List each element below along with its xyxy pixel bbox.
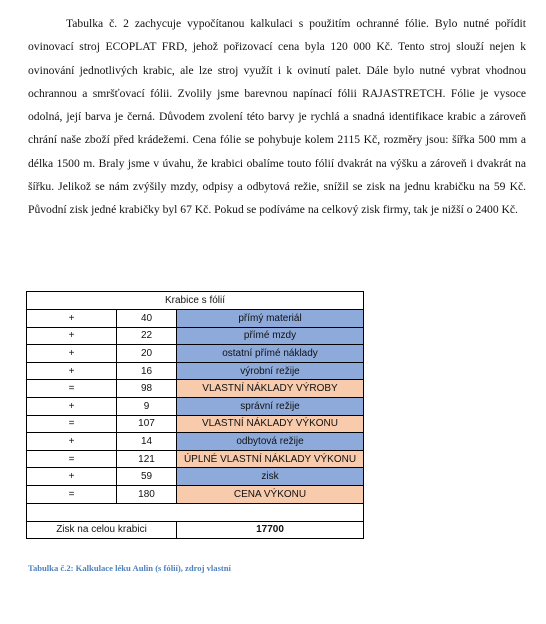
row-label: ostatní přímé náklady <box>177 345 364 363</box>
row-sign: + <box>27 310 117 328</box>
row-sign: = <box>27 450 117 468</box>
row-label: ÚPLNÉ VLASTNÍ NÁKLADY VÝKONU <box>177 450 364 468</box>
table-caption: Tabulka č.2: Kalkulace léku Aulin (s fólií), zdroj vlastní <box>28 563 231 573</box>
row-sign: = <box>27 380 117 398</box>
table-row <box>27 397 364 415</box>
body-paragraph: Tabulka č. 2 zachycuje vypočítanou kalkulaci s použitím ochranné fólie. Bylo nutné pořídit ovinovací stroj ECOPLAT FRD, jehož pořizovací cena byla 120 000 Kč. Tento stroj slouží nejen k ovinování jednotlivých krabic, ale lze stroj využít i k ovinutí palet. Dále bylo nutné vybrat vhodnou ochrannou a smršťovací fólii. Zvolily jsme barevnou napínací fólii RAJASTRETCH. Fólie je vysoce odolná, její barva je černá. Důvodem zvolení této barvy je rychlá a snadná identifikace krabic a zároveň chrání naše zboží před krádežemi. Cena fólie se pohybuje kolem 2115 Kč, rozměry jsou: šířka 500 mm a délka 1500 m. Braly jsme v úvahu, že krabici obalíme touto fólií dvakrát na výšku a zároveň i dvakrát na šířku. Jelikož se nám zvýšily mzdy, odpisy a odbytová režie, snížil se zisk na jednu krabičku na 59 Kč. Původní zisk jedné krabičky byl 67 Kč. Pokud se podíváme na celkový zisk firmy, tak je nižší o 2400 Kč. <box>28 17 526 217</box>
table-row <box>27 485 364 503</box>
table-row <box>27 450 364 468</box>
row-sign: + <box>27 468 117 486</box>
row-label: zisk <box>177 468 364 486</box>
row-sign: + <box>27 397 117 415</box>
table-row <box>27 327 364 345</box>
row-label: CENA VÝKONU <box>177 485 364 503</box>
row-label: správní režije <box>177 397 364 415</box>
row-sign: + <box>27 327 117 345</box>
row-sign: = <box>27 485 117 503</box>
row-value: 22 <box>117 327 177 345</box>
table-row <box>27 468 364 486</box>
row-sign: + <box>27 433 117 451</box>
table-row <box>27 415 364 433</box>
total-label: Zisk na celou krabici <box>27 521 177 539</box>
row-value: 40 <box>117 310 177 328</box>
table-row <box>27 433 364 451</box>
row-sign: = <box>27 415 117 433</box>
row-sign: + <box>27 345 117 363</box>
row-label: odbytová režije <box>177 433 364 451</box>
blank-row <box>27 503 364 521</box>
row-value: 20 <box>117 345 177 363</box>
row-value: 107 <box>117 415 177 433</box>
row-sign: + <box>27 362 117 380</box>
blank-cell <box>27 503 364 521</box>
row-value: 121 <box>117 450 177 468</box>
table-title-row <box>27 292 364 310</box>
row-value: 180 <box>117 485 177 503</box>
row-value: 59 <box>117 468 177 486</box>
row-label: přímý materiál <box>177 310 364 328</box>
row-label: výrobní režije <box>177 362 364 380</box>
calculation-table <box>26 291 364 539</box>
table-row <box>27 380 364 398</box>
row-value: 9 <box>117 397 177 415</box>
row-value: 16 <box>117 362 177 380</box>
table-row <box>27 310 364 328</box>
table-row <box>27 345 364 363</box>
row-label: VLASTNÍ NÁKLADY VÝROBY <box>177 380 364 398</box>
row-label: přímé mzdy <box>177 327 364 345</box>
table-row <box>27 362 364 380</box>
table-title: Krabice s fólií <box>27 292 364 310</box>
row-label: VLASTNÍ NÁKLADY VÝKONU <box>177 415 364 433</box>
row-value: 98 <box>117 380 177 398</box>
total-value: 17700 <box>177 521 364 539</box>
row-value: 14 <box>117 433 177 451</box>
total-row <box>27 521 364 539</box>
